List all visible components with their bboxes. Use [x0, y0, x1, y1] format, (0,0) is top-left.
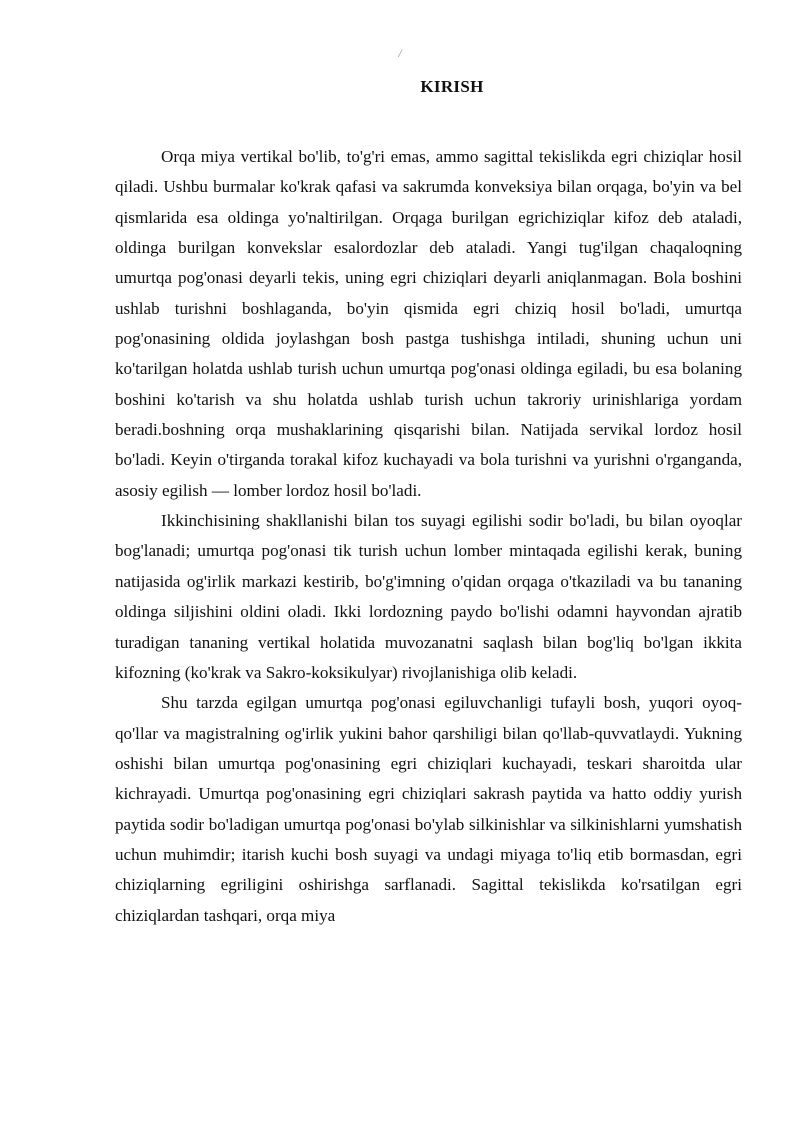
page-mark: / [398, 46, 402, 60]
body-text [115, 142, 742, 931]
paragraph-2: Ikkinchisining shakllanishi bilan tos suyagi egilishi sodir bo'ladi, bu bilan oyoqlar bog'lanadi; umurtqa pog'onasi tik turish uchun lomber mintaqada egilishi kerak, buning natijasida og'irlik markazi kestirib, bo'g'imning o'qidan orqaga o'tkaziladi va bu tananing oldinga siljishini oldini oladi. Ikki lordozning paydo bo'lishi odamni hayvondan ajratib turadigan tananing vertikal holatida muvozanatni saqlash bilan bog'liq bo'lgan ikkita kifozning (ko'krak va Sakro-koksikulyar) rivojlanishiga olib keladi. [115, 511, 742, 682]
paragraph-1: Orqa miya vertikal bo'lib, to'g'ri emas, ammo sagittal tekislikda egri chiziqlar hosil qiladi. Ushbu burmalar ko'krak qafasi va sakrumda konveksiya bilan orqaga, bo'yin va bel qismlarida esa oldinga yo'naltirilgan. Orqaga burilgan egrichiziqlar kifoz deb ataladi, oldinga burilgan konvekslar esalordozlar deb ataladi. Yangi tug'ilgan chaqaloqning umurtqa pog'onasi deyarli tekis, uning egri chiziqlari deyarli aniqlanmagan. Bola boshini ushlab turishni boshlaganda, bo'yin qismida egri chiziq hosil bo'ladi, umurtqa pog'onasining oldida joylashgan bosh pastga tushishga intiladi, shuning uchun uni ko'tarilgan holatda ushlab turish uchun umurtqa pog'onasi oldinga egiladi, bu esa bolaning boshini ko'tarish va shu holatda ushlab turish uchun takroriy urinishlariga yordam beradi.boshning orqa mushaklarining qisqarishi bilan. Natijada servikal lordoz hosil bo'ladi. Keyin o'tirganda torakal kifoz kuchayadi va bola turishni va yurishni o'rganganda, asosiy egilish — lomber lordoz hosil bo'ladi. [115, 147, 742, 500]
section-heading: KIRISH [420, 77, 484, 96]
paragraph-3: Shu tarzda egilgan umurtqa pog'onasi egiluvchanligi tufayli bosh, yuqori oyoq-qo'llar va magistralning og'irlik yukini bahor qarshiligi bilan qo'llab-quvvatlaydi. Yukning oshishi bilan umurtqa pog'onasining egri chiziqlari kuchayadi, teskari sharoitda ular kichrayadi. Umurtqa pog'onasining egri chiziqlari sakrash paytida va hatto oddiy yurish paytida sodir bo'ladigan umurtqa pog'onasi bo'ylab silkinishlar va silkinishlarni yumshatish uchun muhimdir; itarish kuchi bosh suyagi va undagi miyaga to'liq etib bormasdan, egri chiziqlarning egriligini oshirishga sarflanadi. Sagittal tekislikda ko'rsatilgan egri chiziqlardan tashqari, orqa miya [115, 693, 742, 925]
